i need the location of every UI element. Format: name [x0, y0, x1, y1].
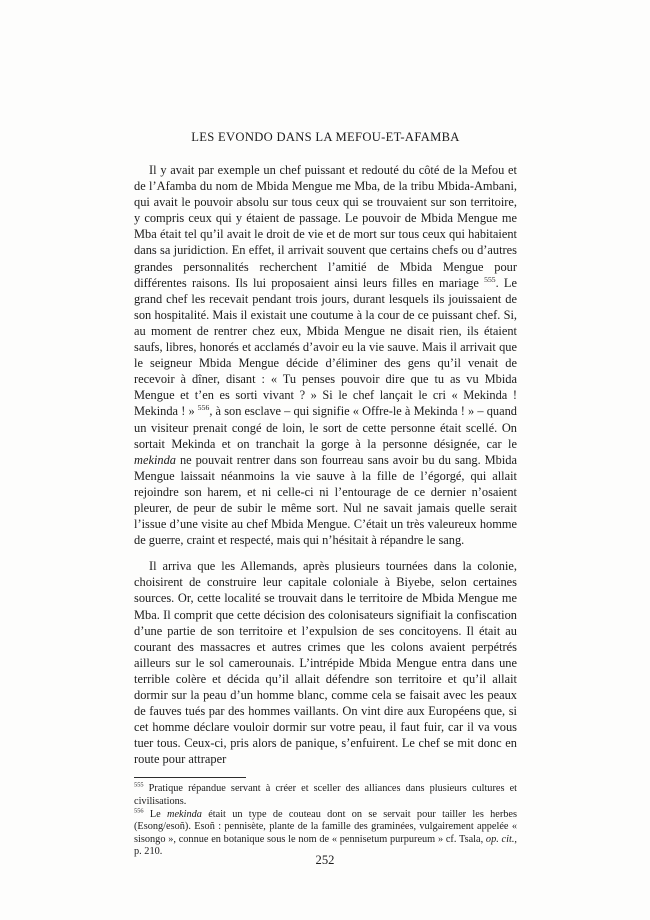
text-run: , à son esclave – qui signifie « Offre-le à Mekinda ! » – quand un visiteur prenait congé de loin, le sort de cette personne était scellé. On sortait Mekinda et on tranchait la gorge à la personne désignée, car le [134, 404, 517, 451]
text-run: Le [143, 808, 168, 820]
page-number: 252 [315, 853, 335, 867]
footnote-ref: 556 [197, 403, 210, 413]
page-title: LES EVONDO DANS LA MEFOU-ET-AFAMBA [191, 130, 460, 144]
footnote-ref: 556 [134, 807, 144, 815]
text-run: Il y avait par exemple un chef puissant et redouté du côté de la Mefou et de l’Afamba du nom de Mbida Mengue me Mba, de la tribu Mbida-Ambani, qui avait le pouvoir absolu sur tous ceux qui se trouvaient sur son territoire, y compris ceux qui y étaient de passage. Le pouvoir de Mbida Mengue me Mba était tel qu’il avait le droit de vie et de mort sur tous ceux qui habitaient dans sa juridiction. En effet, il arrivait souvent que certains chefs ou d’autres grandes personnalités recherchent l’amitié de Mbida Mengue pour différentes raisons. Ils lui proposaient ainsi leurs filles en mariage [134, 163, 517, 290]
body-paragraphs [134, 162, 517, 767]
italic-text: mekinda [167, 808, 202, 820]
text-run: , p. 210. [134, 833, 517, 858]
text-run: Pratique répandue servant à créer et sceller des alliances dans plusieurs cultures et civilisations. [134, 783, 517, 808]
footnote-ref: 555 [134, 782, 144, 790]
footnote [134, 783, 517, 808]
footnote-ref: 555 [484, 274, 496, 284]
italic-text: mekinda [134, 452, 176, 467]
text-block [134, 130, 517, 859]
text-run: était un type de couteau dont on se servait pour tailler les herbes (Esong/esoñ). Esoñ : pennisète, plante de la famille des graminées, vulgairement appelée « sisongo », connue en botanique sous le nom de « pennisetum purpureum » cf. Tsala, [134, 808, 517, 845]
footnote-separator [134, 777, 246, 778]
footnotes-list [134, 783, 517, 859]
paragraph [134, 558, 517, 767]
text-run: . Le grand chef les recevait pendant trois jours, durant lesquels ils jouissaient de son hospitalité. Mais il existait une coutume à la cour de ce puissant chef. Si, au moment de rentrer chez eux, Mbida Mengue ne disait rien, ils étaient saufs, libres, honorés et acclamés d’avoir eu la vie sauve. Mais il arrivait que le seigneur Mbida Mengue décide d’éliminer des gens qu’il venait de recevoir à dîner, disant : « Tu penses pouvoir dire que tu as vu Mbida Mengue et t’en es sorti vivant ? » Si le chef lançait le cri « Mekinda ! Mekinda ! » [134, 275, 517, 419]
italic-text: op. cit. [485, 833, 515, 845]
text-run: ne pouvait rentrer dans son fourreau sans avoir bu du sang. Mbida Mengue laissait néanmoins la vie sauve à la fille de l’égorgé, qui allait rejoindre son harem, et ni celle-ci ni l’entourage de ce dernier n’osaient pleurer, de peur de subir le même sort. Nul ne savait jamais quelle serait l’issue d’une visite au chef Mbida Mengue. C’était un très valeureux homme de guerre, craint et respecté, mais qui n’hésitait à répandre le sang. [134, 452, 517, 548]
footnote [134, 809, 517, 859]
paragraph [134, 162, 517, 548]
text-run: Il arriva que les Allemands, après plusieurs tournées dans la colonie, choisirent de construire leur capitale coloniale à Biyebe, selon certaines sources. Or, cette localité se trouvait dans le territoire de Mbida Mengue me Mba. Il comprit que cette décision des colonisateurs signifiait la confiscation d’une partie de son territoire et l’expulsion de ses concitoyens. Il était au courant des massacres et autres crimes que les colons avaient perpétrés ailleurs sur le sol camerounais. L’intrépide Mbida Mengue entra dans une terrible colère et décida qu’il allait défendre son territoire et qu’il allait dormir sur la peau d’un homme blanc, comme cela se faisait avec les peaux de fauves tués par des hommes vaillants. On vint dire aux Européens que, si cet homme déclare vouloir dormir sur votre peau, il faut fuir, car il va vous tuer tous. Ceux-ci, pris alors de panique, s’enfuirent. Le chef se mit donc en route pour attraper [134, 559, 517, 767]
